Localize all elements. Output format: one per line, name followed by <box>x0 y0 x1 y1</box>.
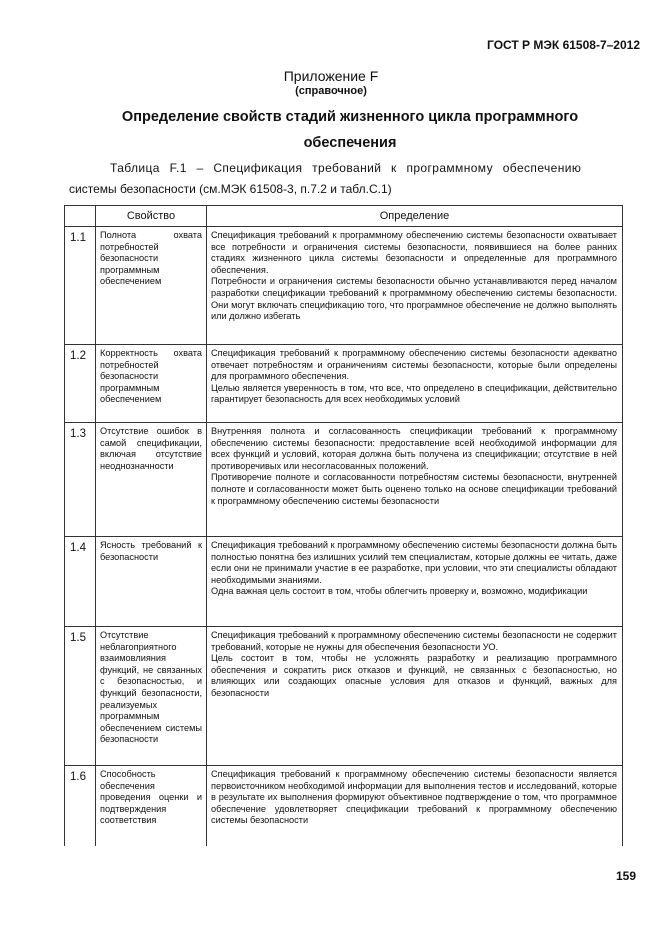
definition-paragraph: Потребности и ограничения системы безопасности обычно устанавливаются перед началом разработки спецификации требований к программному обеспечению системы безопасности. Они могут включать спецификацию того, что программное обеспечение не должно выполнять или должно избегать <box>211 276 617 322</box>
row-definition <box>207 627 623 766</box>
row-definition <box>207 766 623 846</box>
table-row <box>65 227 623 345</box>
definition-paragraph: Спецификация требований к программному обеспечению системы безопасности адекватно отвечает потребностям и ограничениям системы безопасности, которые были определены для программного обеспечения. <box>211 348 617 382</box>
row-definition <box>207 345 623 423</box>
column-header-number <box>65 206 96 227</box>
section-title: Определение свойств стадий жизненного цикла программного обеспечения <box>121 109 579 151</box>
row-definition <box>207 423 623 537</box>
definition-paragraph: Одна важная цель состоит в том, чтобы облегчить проверку и, возможно, модификации <box>211 586 588 597</box>
row-number: 1.1 <box>65 227 96 345</box>
row-number: 1.4 <box>65 537 96 627</box>
appendix-subtitle: (справочное) <box>295 85 367 97</box>
row-number: 1.6 <box>65 766 96 846</box>
table-row <box>65 345 623 423</box>
row-definition <box>207 537 623 627</box>
row-property: Отсутствие ошибок в самой спецификации, включая отсутствие неоднозначности <box>96 423 207 537</box>
row-property: Отсутствие неблагоприятного взаимовлияния функций, не связанных с безопасностью, и функций безопасности, реализуемых программным обеспечением системы безопасности <box>96 627 207 766</box>
appendix-title: Приложение F <box>283 68 379 84</box>
page-number: 159 <box>615 869 636 883</box>
column-header-property: Свойство <box>96 206 207 227</box>
definition-paragraph: Противоречие полноте и согласованности потребностям системы безопасности, внутренней полноте и согласованности может быть оценено только на основе спецификации требований к программному обеспечению системы безопасности <box>211 472 617 506</box>
definition-paragraph: Спецификация требований к программному обеспечению системы безопасности должна быть полностью понятна без излишних усилий тем специалистам, которые должны ее читать, даже если они не принимали участие в ее разработке, при условии, что эти специалисты обладают необходимыми знаниями. <box>211 540 617 585</box>
row-property: Способность обеспечения проведения оценки и подтверждения соответствия <box>96 766 207 846</box>
table-caption-line-1: Таблица F.1 – Спецификация требований к программному обеспечению <box>110 161 582 175</box>
row-property: Полнота охвата потребностей безопасности программным обеспечением <box>96 227 207 345</box>
column-header-definition: Определение <box>207 206 623 227</box>
table-row <box>65 423 623 537</box>
table-row <box>65 537 623 627</box>
definition-paragraph: Целью является уверенность в том, что все, что определено в спецификации, действительно гарантирует безопасность для всех необходимых условий <box>211 382 617 405</box>
definition-paragraph: Спецификация требований к программному обеспечению системы безопасности охватывает все потребности и ограничения системы безопасности, появившиеся на более ранних стадиях жизненного цикла системы безопасности и определенные для программного обеспечения. <box>211 230 617 275</box>
row-definition <box>207 227 623 345</box>
row-number: 1.2 <box>65 345 96 423</box>
definition-paragraph: Внутренняя полнота и согласованность спецификации требований к программному обеспечению системы безопасности: предоставление всей необходимой информации для всех функций и условий, которая должна быть получена из спецификации; отсутствие в ней противоречивых или несогласованных положений. <box>211 426 617 471</box>
row-property: Корректность охвата потребностей безопасности программным обеспечением <box>96 345 207 423</box>
table-row <box>65 766 623 846</box>
row-number: 1.3 <box>65 423 96 537</box>
table-caption-line-2: системы безопасности (см.МЭК 61508-3, п.7.2 и табл.С.1) <box>69 182 392 196</box>
running-header: ГОСТ Р МЭК 61508-7–2012 <box>487 38 640 52</box>
definition-paragraph: Спецификация требований к программному обеспечению системы безопасности является первоисточником необходимой информации для выполнения тестов и исследований, которые в результате их выполнения формируют объективное подтверждение о том, что программное обеспечение удовлетворяет спецификации требований к программному обеспечению системы безопасности <box>211 769 617 826</box>
table-header-row <box>65 206 623 227</box>
definition-paragraph: Спецификация требований к программному обеспечению системы безопасности не содержит требований, которые не нужны для обеспечения безопасности УО. <box>211 630 617 652</box>
definition-paragraph: Цель состоит в том, чтобы не усложнять разработку и реализацию программного обеспечения и сократить риск отказов и функций, не связанных с безопасностью, но влияющих или создающих опасные условия для отказов и функций, важных для безопасности <box>211 653 617 698</box>
row-property: Ясность требований к безопасности <box>96 537 207 627</box>
row-number: 1.5 <box>65 627 96 766</box>
requirements-table <box>64 205 623 846</box>
table-row <box>65 627 623 766</box>
